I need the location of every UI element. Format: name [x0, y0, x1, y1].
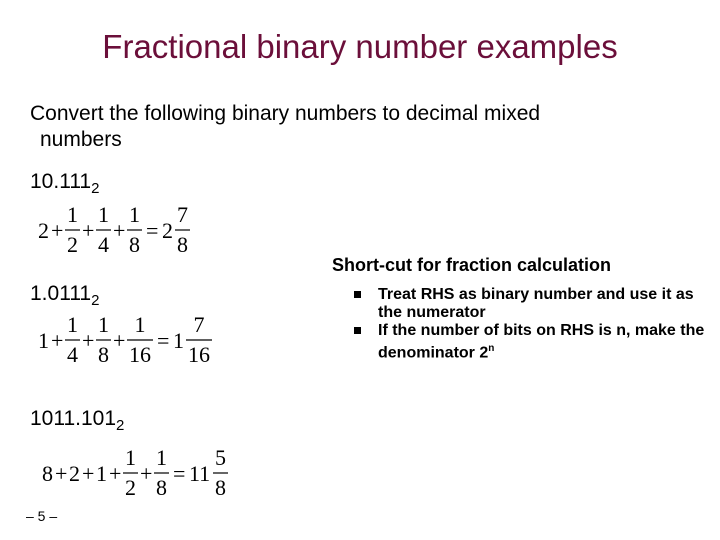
result-fraction-numerator: 7: [177, 202, 188, 227]
plus-sign: +: [55, 461, 68, 486]
binary-number-2: [30, 282, 99, 309]
result-fraction-denominator: 16: [188, 342, 210, 367]
intro-line-1: Convert the following binary numbers to decimal mixed: [30, 102, 541, 125]
fraction-term-denominator: 8: [129, 232, 140, 257]
plus-sign: +: [113, 218, 126, 243]
result-whole: 2: [162, 218, 173, 243]
equals-sign: =: [146, 218, 159, 243]
fraction-term-numerator: 1: [156, 445, 167, 470]
result-whole: 1: [173, 328, 184, 353]
whole-term: 2: [69, 461, 80, 486]
fraction-term-numerator: 1: [67, 202, 78, 227]
fraction-term-numerator: 1: [129, 202, 140, 227]
whole-term: 8: [42, 461, 53, 486]
result-whole: 11: [189, 461, 211, 486]
fraction-term-numerator: 1: [98, 312, 109, 337]
binary-number-3-base: 2: [116, 417, 125, 434]
fraction-term-numerator: 1: [125, 445, 136, 470]
fraction-term-denominator: 8: [98, 342, 109, 367]
plus-sign: +: [51, 218, 64, 243]
binary-number-3-digits: 1011.101: [30, 407, 117, 430]
plus-sign: +: [82, 218, 95, 243]
fraction-term-denominator: 2: [67, 232, 78, 257]
square-bullet-icon: [354, 291, 361, 298]
binary-number-1-base: 2: [91, 180, 100, 197]
shortcut-section: [332, 255, 712, 362]
slide-title: Fractional binary number examples: [102, 28, 618, 65]
shortcut-bullet-2-superscript: n: [488, 343, 495, 354]
plus-sign: +: [51, 328, 64, 353]
equals-sign: =: [157, 328, 170, 353]
shortcut-bullet-1: [354, 286, 712, 322]
square-bullet-icon: [354, 327, 361, 334]
equation-3: [42, 447, 302, 503]
result-fraction-denominator: 8: [177, 232, 188, 257]
page-number: – 5 –: [26, 508, 58, 524]
intro-line-2: numbers: [40, 128, 122, 151]
equation-2: [38, 314, 288, 370]
whole-term: 1: [38, 328, 49, 353]
fraction-term-denominator: 4: [67, 342, 78, 367]
plus-sign: +: [113, 328, 126, 353]
plus-sign: +: [82, 461, 95, 486]
binary-number-3: [30, 407, 124, 434]
shortcut-bullet-2-text: If the number of bits on RHS is n, make the denominator 2: [378, 322, 705, 362]
equals-sign: =: [173, 461, 186, 486]
result-fraction-numerator: 5: [215, 445, 226, 470]
fraction-term-denominator: 4: [98, 232, 109, 257]
fraction-term-numerator: 1: [67, 312, 78, 337]
shortcut-title: Short-cut for fraction calculation: [332, 255, 612, 275]
fraction-term-numerator: 1: [98, 202, 109, 227]
shortcut-bullets: [332, 286, 712, 362]
equation-1: [38, 204, 288, 260]
binary-number-1: [30, 170, 99, 197]
fraction-term-denominator: 2: [125, 475, 136, 500]
intro-text: [30, 101, 710, 153]
result-fraction-numerator: 7: [193, 312, 205, 337]
binary-number-2-base: 2: [91, 292, 100, 309]
whole-term: 2: [38, 218, 49, 243]
shortcut-bullet-2: [354, 322, 712, 362]
fraction-term-denominator: 8: [156, 475, 167, 500]
shortcut-bullet-1-text: Treat RHS as binary number and use it as the numerator: [378, 286, 694, 321]
fraction-term-numerator: 1: [134, 312, 146, 337]
plus-sign: +: [82, 328, 95, 353]
plus-sign: +: [109, 461, 122, 486]
binary-number-1-digits: 10.111: [30, 170, 92, 193]
binary-number-2-digits: 1.0111: [30, 282, 92, 305]
plus-sign: +: [140, 461, 153, 486]
fraction-term-denominator: 16: [129, 342, 151, 367]
whole-term: 1: [96, 461, 107, 486]
result-fraction-denominator: 8: [215, 475, 226, 500]
